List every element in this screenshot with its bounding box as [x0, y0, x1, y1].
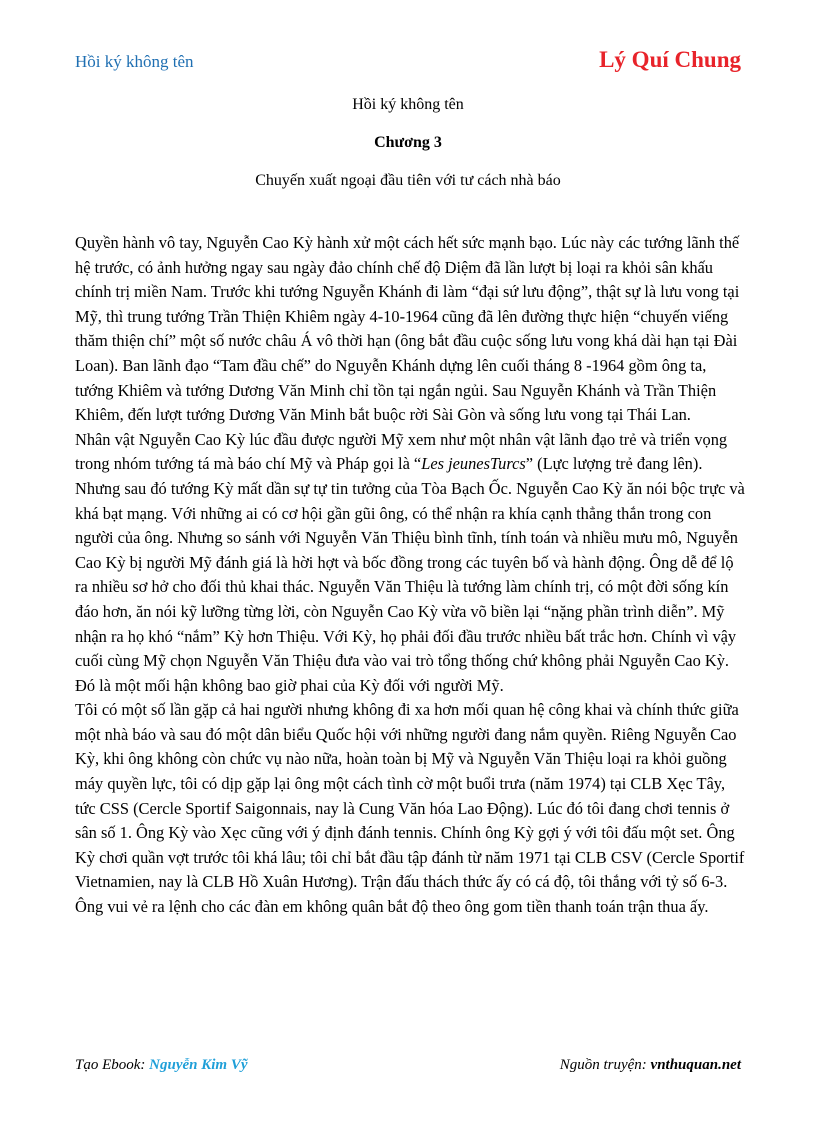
paragraph-2-italic: Les jeunesTurcs	[421, 454, 526, 474]
ebook-label: Tạo Ebook	[75, 1057, 141, 1073]
paragraph-2-end: ” (Lực lượng trẻ đang lên). Nhưng sau đó tướng Kỳ mất dần sự tự tin tưởng của Tòa Bạch Ốc. Nguyễn Cao Kỳ ăn nói bộc trực và khá bạt mạng. Với những ai có cơ hội gần gũi ông, có thể nhận ra khía cạnh thẳng thắn trong con người của ông. Nhưng so sánh với Nguyễn Văn Thiệu bình tĩnh, tính toán và nhiều mưu mô, Nguyễn Cao Kỳ bị người Mỹ đánh giá là hời hợt và bốc đồng trong các tuyên bố và hành động. Ông dễ để lộ ra nhiều sơ hở cho đối thủ khai thác. Nguyễn Văn Thiệu là tướng làm chính trị, có một đời sống kín đáo hơn, ăn nói kỹ lưỡng từng lời, còn Nguyễn Cao Kỳ vừa võ biền lại “nặng phần trình diễn”. Mỹ nhận ra họ khó “nắm” Kỳ hơn Thiệu. Với Kỳ, họ phải đối đầu trước nhiều bất trắc hơn. Chính vì vậy cuối cùng Mỹ chọn Nguyễn Văn Thiệu đưa vào vai trò tổng thống chứ không phải Nguyễn Cao Kỳ. Đó là một mối hận không bao giờ phai của Kỳ đối với người Mỹ.	[75, 454, 745, 695]
chapter-number: Chương 3	[374, 134, 442, 151]
source-label: Nguồn truyện	[559, 1057, 642, 1073]
ebook-creator-name: Nguyễn Kim Vỹ	[149, 1057, 248, 1073]
footer-ebook-credit	[75, 1057, 248, 1074]
paragraph-1: Quyền hành vô tay, Nguyễn Cao Kỳ hành xử một cách hết sức mạnh bạo. Lúc này các tướng lãnh thế hệ trước, có ảnh hưởng ngay sau ngày đảo chính chế độ Diệm đã lần lượt bị loại ra khỏi sân khấu chính trị miền Nam. Trước khi tướng Nguyễn Khánh đi làm “đại sứ lưu động”, thật sự là lưu vong tại Mỹ, thì trung tướng Trần Thiện Khiêm ngày 4-10-1964 cũng đã lên đường thực hiện “chuyến viếng thăm thiện chí” một số nước châu Á vô thời hạn (ông bắt đầu cuộc sống lưu vong khá dài hạn tại Đài Loan). Ban lãnh đạo “Tam đầu chế” do Nguyễn Khánh dựng lên cuối tháng 8 -1964 gồm ông ta, tướng Khiêm và tướng Dương Văn Minh chỉ tồn tại ngắn ngủi. Sau Nguyễn Khánh và Trần Thiện Khiêm, đến lượt tướng Dương Văn Minh bắt buộc rời Sài Gòn và sống lưu vong tại Thái Lan.	[75, 233, 740, 425]
book-title: Hồi ký không tên	[352, 96, 464, 113]
source-site: vnthuquan.net	[650, 1057, 741, 1073]
paragraph-3: Tôi có một số lần gặp cả hai người nhưng không đi xa hơn mối quan hệ công khai và chính thức giữa một nhà báo và sau đó một dân biểu Quốc hội với những người đang nắm quyền. Riêng Nguyễn Cao Kỳ, khi ông không còn chức vụ nào nữa, hoàn toàn bị Mỹ và Nguyễn Văn Thiệu loại ra khỏi guồng máy quyền lực, tôi có dịp gặp lại ông một cách tình cờ một buổi trưa (năm 1974) tại CLB Xẹc Tây, tức CSS (Cercle Sportif Saigonnais, nay là Cung Văn hóa Lao Động). Lúc đó tôi đang chơi tennis ở sân số 1. Ông Kỳ vào Xẹc cũng với ý định đánh tennis. Chính ông Kỳ gợi ý với tôi đấu một set. Ông Kỳ chơi quần vợt trước tôi khá lâu; tôi chỉ bắt đầu tập đánh từ năm 1971 tại CLB CSV (Cercle Sportif Vietnamien, nay là CLB Hồ Xuân Hương). Trận đấu thách thức ấy có cá độ, tôi thắng với tỷ số 6-3. Ông vui vẻ ra lệnh cho các đàn em không quân bắt độ theo ông gom tiền thanh toán trận thua ấy.	[75, 700, 745, 917]
footer-source-credit	[560, 1057, 741, 1074]
chapter-title: Chuyến xuất ngoại đầu tiên với tư cách nhà báo	[255, 172, 561, 189]
paragraph-2	[75, 428, 747, 699]
source-separator: :	[641, 1057, 651, 1073]
ebook-separator: :	[140, 1057, 150, 1073]
header-book-title: Hồi ký không tên	[75, 52, 194, 71]
header-author: Lý Quí Chung	[599, 47, 741, 72]
paragraph-2-start: Nhân vật Nguyễn Cao Kỳ lúc đầu được người Mỹ xem như một nhân vật lãnh đạo trẻ và triển vọng trong nhóm tướng tá mà báo chí Mỹ và Pháp gọi là “	[75, 429, 728, 474]
body-text	[75, 231, 747, 920]
